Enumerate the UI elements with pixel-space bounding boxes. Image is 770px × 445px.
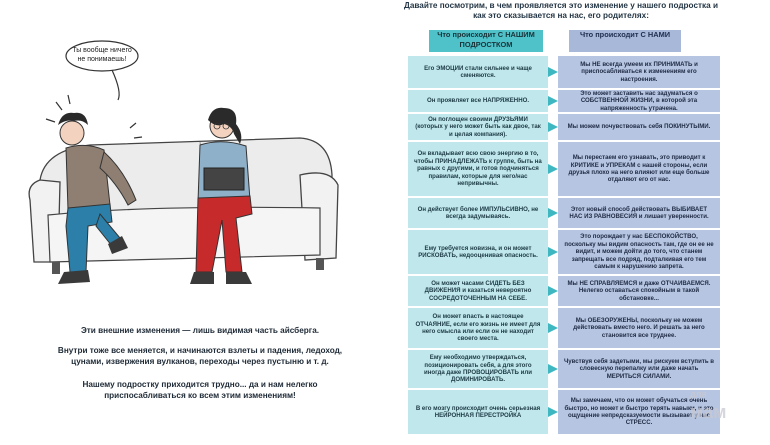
arrow-right-icon <box>548 286 558 296</box>
table-row <box>408 198 720 228</box>
parent-cell: Мы перестаем его узнавать, это приводит к КРИТИКЕ и УПРЕКАМ с нашей стороны, если друзья плохо на него влияют или еще больше отдаляют его от нас. <box>558 142 720 196</box>
teen-cell: В его мозгу происходит очень серьезная НЕЙРОННАЯ ПЕРЕСТРОЙКА <box>408 390 548 434</box>
arrow-right-icon <box>548 208 558 218</box>
arrow-right-icon <box>548 164 558 174</box>
arrow-right-icon <box>548 67 558 77</box>
table-row <box>408 142 720 196</box>
watermark <box>690 385 726 421</box>
parent-cell: Мы ОБЕЗОРУЖЕНЫ, поскольку не можем действовать вместо него. И решать за него становится все труднее. <box>558 308 720 348</box>
speech-bubble-text: Ты вообще ничего не понимаешь! <box>72 47 132 63</box>
arrow-right-icon <box>548 96 558 106</box>
table-row <box>408 276 720 306</box>
arrow-right-icon <box>548 364 558 374</box>
parent-cell: Мы замечаем, что он может обучаться очень быстро, но может и быстро терять навыки, и это ощущение непредсказуемости вызывает у нас СТРЕСС. <box>558 390 720 434</box>
teen-cell: Ему требуется новизна, и он может РИСКОВАТЬ, недооценивая опасность. <box>408 230 548 274</box>
teen-cell: Он вкладывает всю свою энергию в то, чтобы ПРИНАДЛЕЖАТЬ к группе, быть на равных с другими, и готов подчиняться правилам, которые для него/нас непривычны. <box>408 142 548 196</box>
teen-cell: Он может впасть в настоящее ОТЧАЯНИЕ, если его жизнь не имеет для него смысла или если он не находит своего места. <box>408 308 548 348</box>
table-row <box>408 308 720 348</box>
parent-cell: Мы НЕ всегда умеем их ПРИНИМАТЬ и приспосабливаться к изменениям его настроения. <box>558 56 720 88</box>
caption-line-2: Внутри тоже все меняется, и начинаются взлеты и падения, ледоход, цунами, извержения вулканов, переходы через пустыню и т. д. <box>57 346 343 366</box>
caption-line-3: Нашему подростку приходится трудно... да и нам нелегко приспосабливаться ко всем этим изменениям! <box>82 380 318 400</box>
table-row <box>408 390 720 434</box>
parent-cell: Мы НЕ СПРАВЛЯЕМСЯ и даже ОТЧАИВАЕМСЯ. Нелегко оставаться спокойным в такой обстановке... <box>558 276 720 306</box>
parent-cell: Это порождает у нас БЕСПОКОЙСТВО, поскольку мы видим опасность там, где он ее не видит, и можем дойти до того, что станем запрещать все подряд, подталкивая его тем самым к нарушению запрета. <box>558 230 720 274</box>
arrow-right-icon <box>548 122 558 132</box>
caption-line-1: Эти внешние изменения — лишь видимая часть айсберга. <box>80 326 320 335</box>
teen-cell: Ему необходимо утверждаться, позиционировать себя, а для этого иногда даже ПРОВОЦИРОВАТЬ или ДОМИНИРОВАТЬ. <box>408 350 548 388</box>
teen-cell: Он поглощен своими ДРУЗЬЯМИ (которых у него может быть как двое, так и целая компания). <box>408 114 548 140</box>
table-row <box>408 114 720 140</box>
arrow-right-icon <box>548 407 558 417</box>
table-row <box>408 56 720 88</box>
watermark-top: для <box>690 389 707 399</box>
header-teen: Что происходит С НАШИМ ПОДРОСТКОМ <box>429 30 543 52</box>
table-row <box>408 90 720 112</box>
teen-cell: Его ЭМОЦИИ стали сильнее и чаще сменяются. <box>408 56 548 88</box>
teen-cell: Он действует более ИМПУЛЬСИВНО, не всегда задумываясь. <box>408 198 548 228</box>
arrow-right-icon <box>548 323 558 333</box>
table-row <box>408 350 720 388</box>
teen-cell: Он может часами СИДЕТЬ БЕЗ ДВИЖЕНИЯ и казаться невероятно СОСРЕДОТОЧЕННЫМ НА СЕБЕ. <box>408 276 548 306</box>
parent-cell: Чувствуя себя задетыми, мы рискуем вступить в словесную перепалку или даже начать МЕРИТЬСЯ СИЛАМИ. <box>558 350 720 388</box>
parent-cell: Мы можем почувствовать себя ПОКИНУТЫМИ. <box>558 114 720 140</box>
watermark-bottom: мам <box>690 402 727 422</box>
header-us: Что происходит С НАМИ <box>569 30 681 52</box>
arrow-right-icon <box>548 247 558 257</box>
teen-cell: Он проявляет все НАПРЯЖЕННО. <box>408 90 548 112</box>
parent-cell: Это может заставить нас задуматься о СОБСТВЕННОЙ ЖИЗНИ, в которой эта напряженность утрачена. <box>558 90 720 112</box>
intro-text: Давайте посмотрим, в чем проявляется это изменение у нашего подростка и как это сказывается на нас, его родителях: <box>404 1 718 20</box>
table-row <box>408 230 720 274</box>
parent-cell: Этот новый способ действовать ВЫБИВАЕТ НАС ИЗ РАВНОВЕСИЯ и лишает уверенности. <box>558 198 720 228</box>
